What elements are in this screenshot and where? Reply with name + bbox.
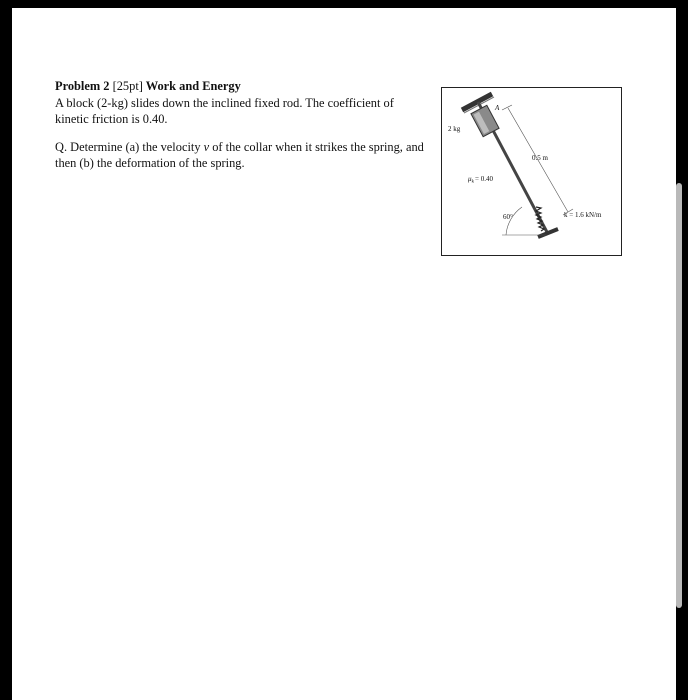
problem-figure (441, 87, 622, 256)
incline-diagram (442, 88, 621, 255)
scrollbar[interactable] (676, 183, 682, 608)
mass-label: 2 kg (448, 125, 461, 133)
problem-heading: Problem 2 (55, 79, 110, 93)
question-suffix: of the collar when it strikes the spring, and then (b) the deformation of the spring. (55, 139, 424, 170)
angle-arc (506, 207, 522, 235)
problem-question (55, 139, 430, 172)
base-plate (538, 229, 558, 237)
problem-text (55, 78, 430, 172)
friction-value: = 0.40 (475, 175, 493, 183)
problem-topic: Work and Energy (145, 79, 241, 93)
friction-label (468, 175, 493, 185)
problem-statement: A block (2-kg) slides down the inclined fixed rod. The coefficient of kinetic friction is 0.40. (55, 95, 394, 126)
friction-subscript: k (471, 179, 475, 185)
problem-title (55, 78, 430, 95)
question-prefix: Q. Determine (a) the velocity (55, 139, 204, 154)
distance-label: 0.5 m (532, 154, 548, 162)
spring-constant-label: k = 1.6 kN/m (564, 211, 602, 219)
friction-symbol: μ (468, 175, 472, 183)
velocity-variable: v (203, 139, 210, 154)
problem-points: [25pt] (112, 79, 143, 93)
point-label: A (495, 104, 500, 112)
angle-label: 60° (503, 213, 513, 221)
